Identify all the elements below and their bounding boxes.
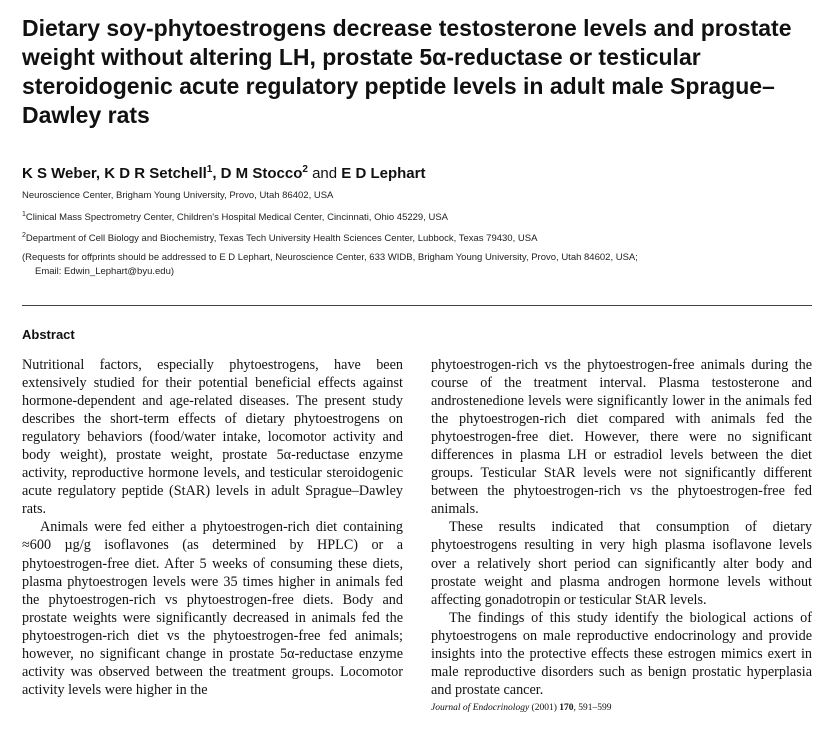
journal-citation xyxy=(431,701,812,715)
affiliation-2 xyxy=(22,227,812,249)
paper-title: Dietary soy-phytoestrogens decrease testosterone levels and prostate weight without altering LH, prostate 5α-reductase or testicular steroidogenic acute regulatory peptide levels in adult male Sprague–Dawley rats xyxy=(22,15,792,128)
author-names-2: , D M Stocco xyxy=(212,165,303,182)
offprint-request xyxy=(22,251,812,279)
author-conjunction: and xyxy=(307,165,342,182)
offprint-request-line-2: Email: Edwin_Lephart@byu.edu) xyxy=(35,265,175,277)
abstract-paragraph: These results indicated that consumption of dietary phytoestrogens resulting in very high plasma isoflavone levels over a relatively short period can significantly alter body and prostate weight and plasma androgen hormone levels without affecting gonadotropin or testicular StAR levels. xyxy=(431,519,812,608)
author-affil-marker-2: 2 xyxy=(302,164,308,175)
abstract-column-right xyxy=(431,356,812,715)
abstract-heading: Abstract xyxy=(22,327,75,342)
offprint-request-line-1: (Requests for offprints should be addressed to E D Lephart, Neuroscience Center, 633 WIDB, Brigham Young University, Provo, Utah 84602, USA; xyxy=(22,251,638,263)
author-names-1: K S Weber, K D R Setchell xyxy=(22,165,207,182)
abstract-paragraph: Nutritional factors, especially phytoestrogens, have been extensively studied for their potential beneficial effects against hormone-dependent and age-related diseases. The present study describes the short-term effects of dietary phytoestrogens on regulatory behaviors (food/water intake, locomotor activity and body weight), prostate weight, prostate 5α-reductase enzyme activity, reproductive hormone levels, and testicular steroidogenic acute regulatory peptide (StAR) levels in adult Sprague–Dawley rats. xyxy=(22,357,403,518)
abstract-paragraph: The findings of this study identify the biological actions of phytoestrogens on male reproductive endocrinology and provide insights into the protective effects these estrogen mimics exert in male reproductive disorders such as benign prostatic hyperplasia and prostate cancer. xyxy=(431,609,812,698)
abstract-paragraph: Animals were fed either a phytoestrogen-rich diet containing ≈600 µg/g isoflavones (as determined by HPLC) or a phytoestrogen-free diet. After 5 weeks of consuming these diets, plasma phytoestrogen levels were 35 times higher in animals fed the phytoestrogen-rich vs phytoestrogen-free diets. Body and prostate weights were significantly decreased in animals fed the phytoestrogen-rich diet vs the phytoestrogen-free fed animals; however, no significant change in prostate 5α-reductase enzyme activity was observed between the treatment groups. Locomotor activity levels were higher in the xyxy=(22,519,403,698)
citation-year: (2001) xyxy=(529,702,560,713)
section-divider xyxy=(22,305,812,306)
author-names-3: E D Lephart xyxy=(341,165,426,182)
author-list xyxy=(22,160,425,184)
citation-journal: Journal of Endocrinology xyxy=(431,702,530,713)
abstract-paragraph: phytoestrogen-rich vs the phytoestrogen-free animals during the course of the treatment interval. Plasma testosterone and androstenedione levels were significantly lower in the animals fed the phytoestrogen-rich diet compared with animals fed the phytoestrogen-free diet. However, there were no significant differences in plasma LH or estradiol levels between the diet groups. Testicular StAR levels were not significantly different between the phytoestrogen-rich vs the phytoestrogen-free fed animals. xyxy=(431,357,812,518)
affiliation-1 xyxy=(22,206,812,228)
affiliation-marker-2: 2 xyxy=(22,232,26,240)
affiliation-2-text: Department of Cell Biology and Biochemistry, Texas Tech University Health Sciences Center, Lubbock, Texas 79430, USA xyxy=(25,233,538,245)
citation-volume: 170 xyxy=(559,702,574,713)
affiliation-1-text: Clinical Mass Spectrometry Center, Children's Hospital Medical Center, Cincinnati, Ohio 45229, USA xyxy=(25,211,449,223)
citation-pages: , 591–599 xyxy=(573,702,612,713)
abstract-column-left xyxy=(22,356,403,699)
author-affil-marker-1: 1 xyxy=(206,164,213,175)
affiliation-marker-1: 1 xyxy=(22,210,26,218)
affiliation-main: Neuroscience Center, Brigham Young University, Provo, Utah 86402, USA xyxy=(22,190,334,201)
affiliations xyxy=(22,187,812,279)
